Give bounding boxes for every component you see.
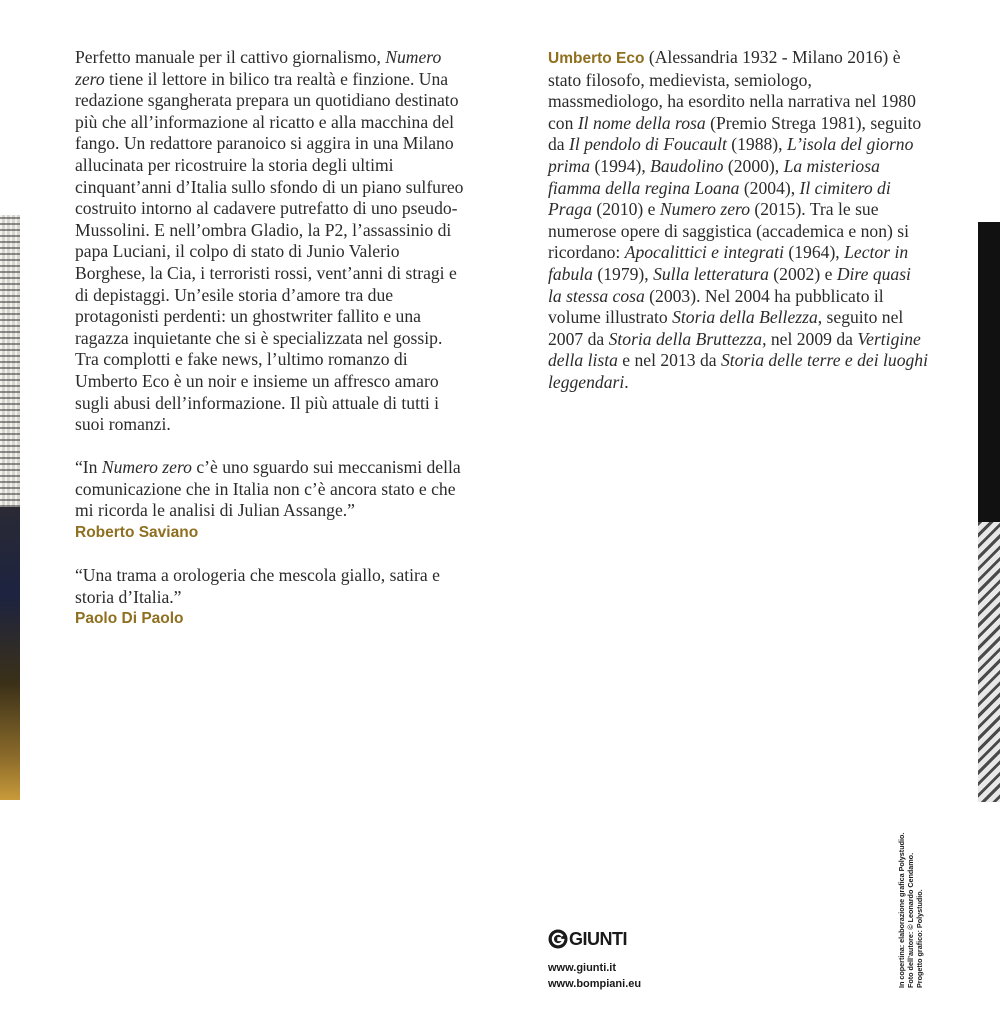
text-run: (1994), bbox=[590, 155, 651, 176]
italic-title: Lector in fabula bbox=[548, 242, 909, 284]
text-run: e nel 2013 da bbox=[617, 350, 721, 371]
text-run: (2015). Tra le sue numerose opere di saggistica (accademica e non) si ricordano: bbox=[548, 199, 910, 263]
text-run: (1979), bbox=[592, 263, 654, 284]
publisher-block bbox=[548, 928, 641, 992]
italic-title: Numero zero bbox=[101, 457, 192, 478]
text-run: (1964), bbox=[784, 242, 845, 263]
text-run: (1988), bbox=[726, 134, 787, 155]
cover-credits bbox=[897, 833, 924, 988]
italic-title: Storia della Bellezza bbox=[672, 307, 818, 328]
italic-title: La misteriosa fiamma della regina Loana bbox=[548, 155, 880, 198]
text-run: , nel 2009 da bbox=[762, 328, 858, 349]
blurb-paragraph bbox=[75, 47, 465, 436]
dark-panel bbox=[978, 222, 1000, 522]
text-run: (2004), bbox=[739, 177, 800, 198]
italic-title: Il pendolo di Foucault bbox=[569, 134, 727, 155]
striped-photo-fragment bbox=[978, 522, 1000, 802]
giunti-logo-text: GIUNTI bbox=[569, 928, 627, 949]
credit-photo: Foto dell’autore: © Leonardo Cendamo. bbox=[906, 852, 915, 988]
italic-title: Baudolino bbox=[650, 155, 724, 176]
painting-fragment bbox=[0, 507, 20, 800]
text-run: “Una trama a orologeria che mescola giallo, satira e storia d’Italia.” bbox=[75, 565, 440, 607]
credit-cover: In copertina: elaborazione grafica Polystudio. bbox=[897, 832, 906, 988]
text-run: , seguito nel 2007 da bbox=[548, 307, 904, 349]
text-run: tiene il lettore in bilico tra realtà e finzione. Una redazione sgangherata prepara un quotidiano destinato più che all’informazione al ricatto e alla macchina del fango. Un redattore paranoico si aggira in una Milano allucinata per ricostruire la storia degli ultimi cinquant’anni d’Italia sullo sfondo di un piano sulfureo costruito intorno al cadavere putrefatto di uno pseudo-Mussolini. E nell’ombra Gladio, la P2, l’assassinio di papa Luciani, il colpo di stato di Junio Valerio Borghese, la Cia, i terroristi rossi, vent’anni di stragi e di depistaggi. Un’esile storia d’amore tra due protagonisti perdenti: un ghostwriter fallito e una ragazza inquietante che si è specializzata nel gossip. Tra complotti e fake news, l’ultimo romanzo di Umberto Eco è un noir e insieme un affresco amaro sugli abusi dell’informazione. Il più attuale di tutti i suoi romanzi. bbox=[75, 68, 464, 435]
italic-title: Vertigine della lista bbox=[548, 328, 921, 371]
author-name: Umberto Eco bbox=[548, 50, 645, 67]
previous-page-artwork-strip bbox=[0, 215, 20, 800]
author-bio-column bbox=[548, 47, 928, 394]
url-bompiani[interactable]: www.bompiani.eu bbox=[548, 978, 642, 990]
text-run: c’è uno sguardo sui meccanismi della comunicazione che in Italia non c’è ancora stato e che mi ricorda le analisi di Julian Assange.” bbox=[75, 457, 461, 521]
back-cover-blurb-column bbox=[75, 47, 465, 630]
url-giunti[interactable]: www.giunti.it bbox=[548, 962, 617, 974]
quote-di-paolo bbox=[75, 565, 465, 630]
author-bio bbox=[548, 47, 928, 394]
text-run: (Premio Strega 1981), seguito da bbox=[548, 112, 922, 155]
credit-design: Progetto grafico: Polystudio. bbox=[915, 889, 924, 988]
giunti-logo bbox=[548, 928, 641, 950]
next-page-artwork-strip bbox=[978, 222, 1000, 802]
author-bio-text bbox=[548, 47, 928, 392]
text-run: (Alessandria 1932 - Milano 2016) è stato filosofo, medievista, semiologo, massmediologo, ha esordito nella narrativa nel 1980 con bbox=[548, 47, 916, 133]
italic-title: Numero zero bbox=[75, 47, 442, 89]
italic-title: Apocalittici e integrati bbox=[624, 242, 784, 263]
text-run: . bbox=[624, 371, 629, 392]
italic-title: Storia delle terre e dei luoghi leggendari bbox=[548, 350, 928, 392]
quote-di-paolo-text bbox=[75, 565, 440, 607]
quote-saviano-text bbox=[75, 457, 461, 520]
italic-title: Numero zero bbox=[659, 199, 750, 220]
newspaper-texture bbox=[0, 215, 20, 507]
quote-saviano bbox=[75, 457, 465, 543]
italic-title: Il cimitero di Praga bbox=[548, 177, 891, 220]
quote-di-paolo-author: Paolo Di Paolo bbox=[75, 610, 184, 628]
italic-title: Sulla letteratura bbox=[653, 263, 769, 284]
italic-title: Il nome della rosa bbox=[577, 112, 706, 133]
text-run: (2000), bbox=[723, 155, 784, 176]
text-run: (2010) e bbox=[591, 199, 660, 220]
italic-title: Storia della Bruttezza bbox=[608, 328, 763, 349]
text-run: Perfetto manuale per il cattivo giornalismo, bbox=[75, 47, 386, 67]
italic-title: Dire quasi la stessa cosa bbox=[548, 263, 911, 306]
quote-saviano-author: Roberto Saviano bbox=[75, 524, 199, 542]
text-run: (2003). Nel 2004 ha pubblicato il volume illustrato bbox=[548, 285, 884, 328]
text-run: “In bbox=[75, 457, 102, 478]
text-run: (2002) e bbox=[768, 263, 837, 284]
giunti-g-icon bbox=[548, 929, 568, 949]
italic-title: L’isola del giorno prima bbox=[548, 134, 914, 176]
